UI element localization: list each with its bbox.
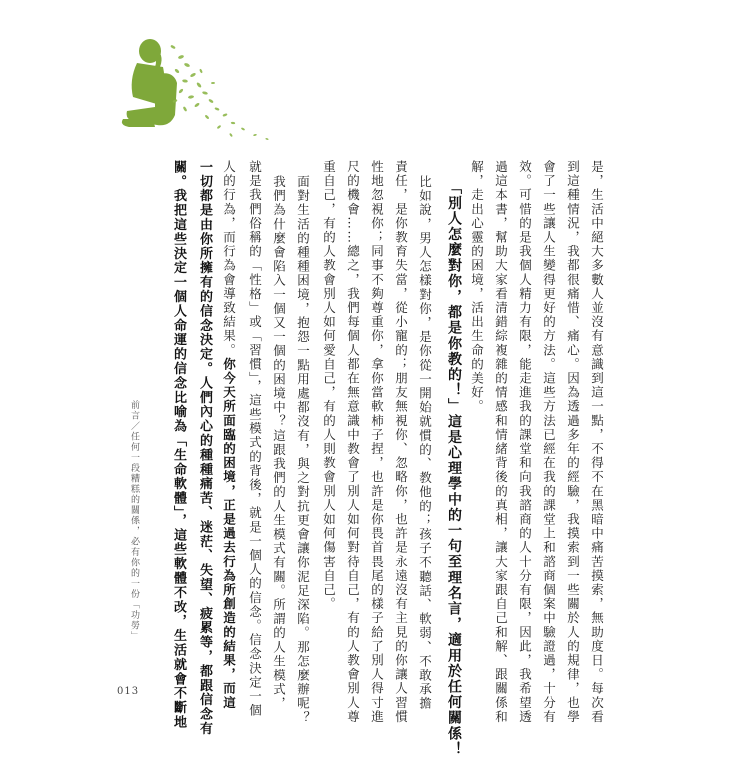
text-column-mixed [222,160,235,710]
bold-text-column: 關。我把這些決定一個人命運的信念比喻為「生命軟體」，這些軟體不改，生活就會不斷地 [171,160,186,730]
text-column: 就是我們俗稱的「性格」或「習慣」，這些模式的背後，就是一個人的信念。信念決定一個 [247,160,263,718]
text-column: 性地忽視你；同事不夠尊重你，拿你當軟柿子捏，也許是你畏首畏尾的樣子給了別人得寸進 [369,160,385,724]
text-column: 比如說，男人怎樣對你，是你從一開始就慣的、教他的；孩子不聽話、軟弱、不敢承擔 [417,175,433,711]
dissolving-thinking-person-icon [115,35,285,145]
text-column: 是，生活中絕大多數人並沒有意識到這一點，不得不在黑暗中痛苦摸索，無助度日。每次看 [589,160,605,724]
heading-quote: 「別人怎麼對你，都是你教的！」 [446,180,462,414]
text-column: 過這本書，幫助大家看清錯綜複雜的情感和情緒背後的真相，讓大家跟自己和解、跟關係和 [493,160,509,724]
running-head: 前言／任何一段糟糕的關係，必有你的一份「功勞」 [129,400,139,642]
text-column: 責任，是你教育失當，從小寵的；朋友無視你、忽略你，也許是永遠沒有主見的你讓人習慣 [393,160,409,724]
text-column: 重自己，有的人教會別人如何愛自己，有的人則教會別人如何傷害自己。 [321,160,337,612]
text-column: 到這種情況，我都很痛惜、痛心。因為透過多年的經驗，我摸索到一些關於人的規律，也學 [565,160,581,724]
bold-sentence: 你今天所面臨的困境，正是過去行為所創造的結果，而這 [221,357,237,710]
text-column: 解，走出心靈的困境，活出生命的美好。 [469,160,485,414]
section-heading [444,180,464,757]
text-fragment: 人的行為，而行為會導致結果。 [221,160,237,358]
page-number: 013 [117,686,140,697]
text-column: 我們為什麼會陷入一個又一個的困境中？這跟我們的人生模式有關。所謂的人生模式， [271,175,287,711]
text-column: 尺的機會……總之，我們每個人都在無意識中教會了別人如何對待自己，有的人教會別人尊 [345,160,361,724]
text-column: 面對生活的種種困境，抱怨一點用處都沒有，與之對抗更會讓你泥足深陷。那怎麼辦呢？ [295,175,311,725]
bold-text-column: 一切都是由你所擁有的信念決定。人們內心的種種痛苦、迷茫、失望、疲累等，都跟信念有 [197,160,212,736]
heading-rest: 這是心理學中的一句至理名言，適用於任何關係！ [446,414,462,757]
text-column: 會了一些讓人生變得更好的方法。這些方法已經在我的課堂上和諮商個案中驗證過，十分有 [541,160,557,724]
text-column: 效。可惜的是我個人精力有限，能走進我的課堂和向我諮商的人十分有限，因此，我希望透 [517,160,533,724]
